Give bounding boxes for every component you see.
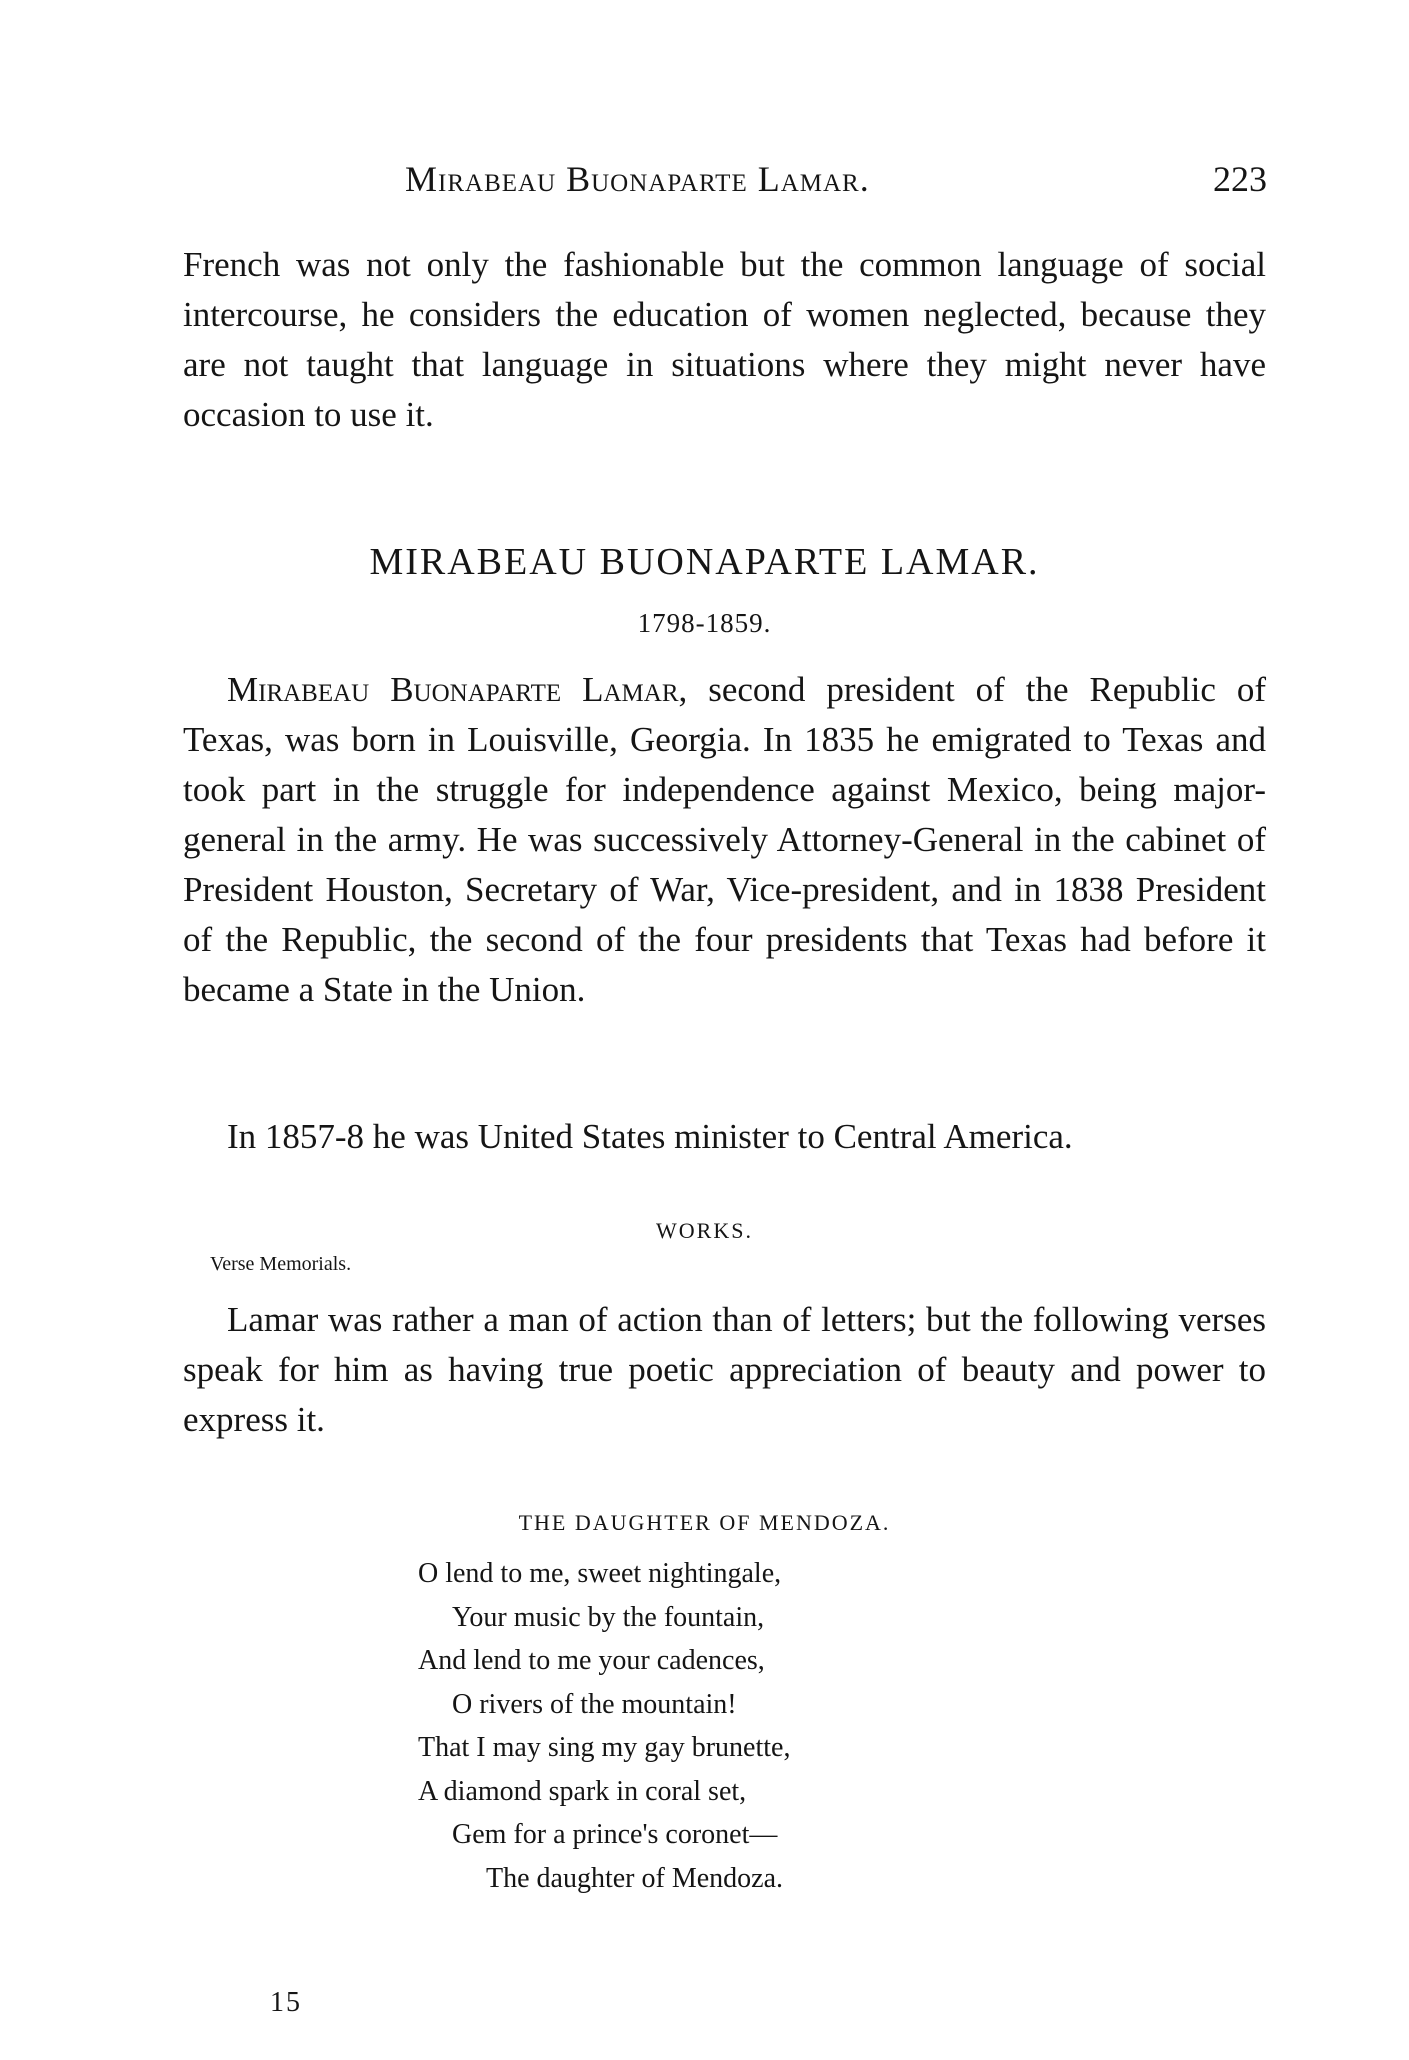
- biography-text: , second president of the Republic of Texas, was born in Louisville, Georgia. In 1835 he emigrated to Texas and took part in the struggle for independence against Mexico, being major-general in the army. He was successively Attorney-General in the cabinet of President Houston, Secretary of War, Vice-president, and in 1838 President of the Republic, the second of the four presidents that Texas had before it became a State in the Union.: [183, 670, 1267, 1009]
- biography-subject-name: Mirabeau Buonaparte Lamar: [227, 670, 679, 709]
- works-item: Verse Memorials.: [210, 1253, 352, 1275]
- poem-line: O lend to me, sweet nightingale,: [418, 1558, 782, 1589]
- page-number: 223: [1213, 159, 1267, 199]
- commentary-paragraph: [183, 1295, 1266, 1445]
- poem-line: Your music by the fountain,: [452, 1601, 765, 1633]
- poem-line: Gem for a prince's coronet—: [452, 1819, 778, 1850]
- works-heading: WORKS.: [656, 1218, 753, 1243]
- section-title: MIRABEAU BUONAPARTE LAMAR.: [369, 541, 1040, 583]
- minister-text: In 1857-8 he was United States minister to Central America.: [227, 1117, 1073, 1156]
- poem-title: THE DAUGHTER OF MENDOZA.: [518, 1510, 891, 1535]
- poem-line: A diamond spark in coral set,: [418, 1775, 747, 1807]
- biography-paragraph: [183, 665, 1266, 1015]
- poem-stanza: [418, 1552, 790, 1900]
- commentary-text: Lamar was rather a man of action than of letters; but the following verses speak for him as having true poetic appreciation of beauty and power to express it.: [183, 1300, 1266, 1439]
- signature-mark: 15: [270, 1987, 302, 2018]
- poem-line: O rivers of the mountain!: [452, 1688, 737, 1720]
- poem-line: And lend to me your cadences,: [418, 1645, 765, 1676]
- intro-paragraph: French was not only the fashionable but the common language of social intercourse, he considers the education of women neglected, because they are not taught that language in situations where they might never have occasion to use it.: [183, 245, 1266, 434]
- poem-line: The daughter of Mendoza.: [486, 1862, 783, 1894]
- minister-paragraph: [183, 1112, 1266, 1162]
- section-dates: 1798-1859.: [637, 608, 772, 638]
- running-title: Mirabeau Buonaparte Lamar.: [405, 159, 870, 199]
- poem-line: That I may sing my gay brunette,: [418, 1732, 791, 1763]
